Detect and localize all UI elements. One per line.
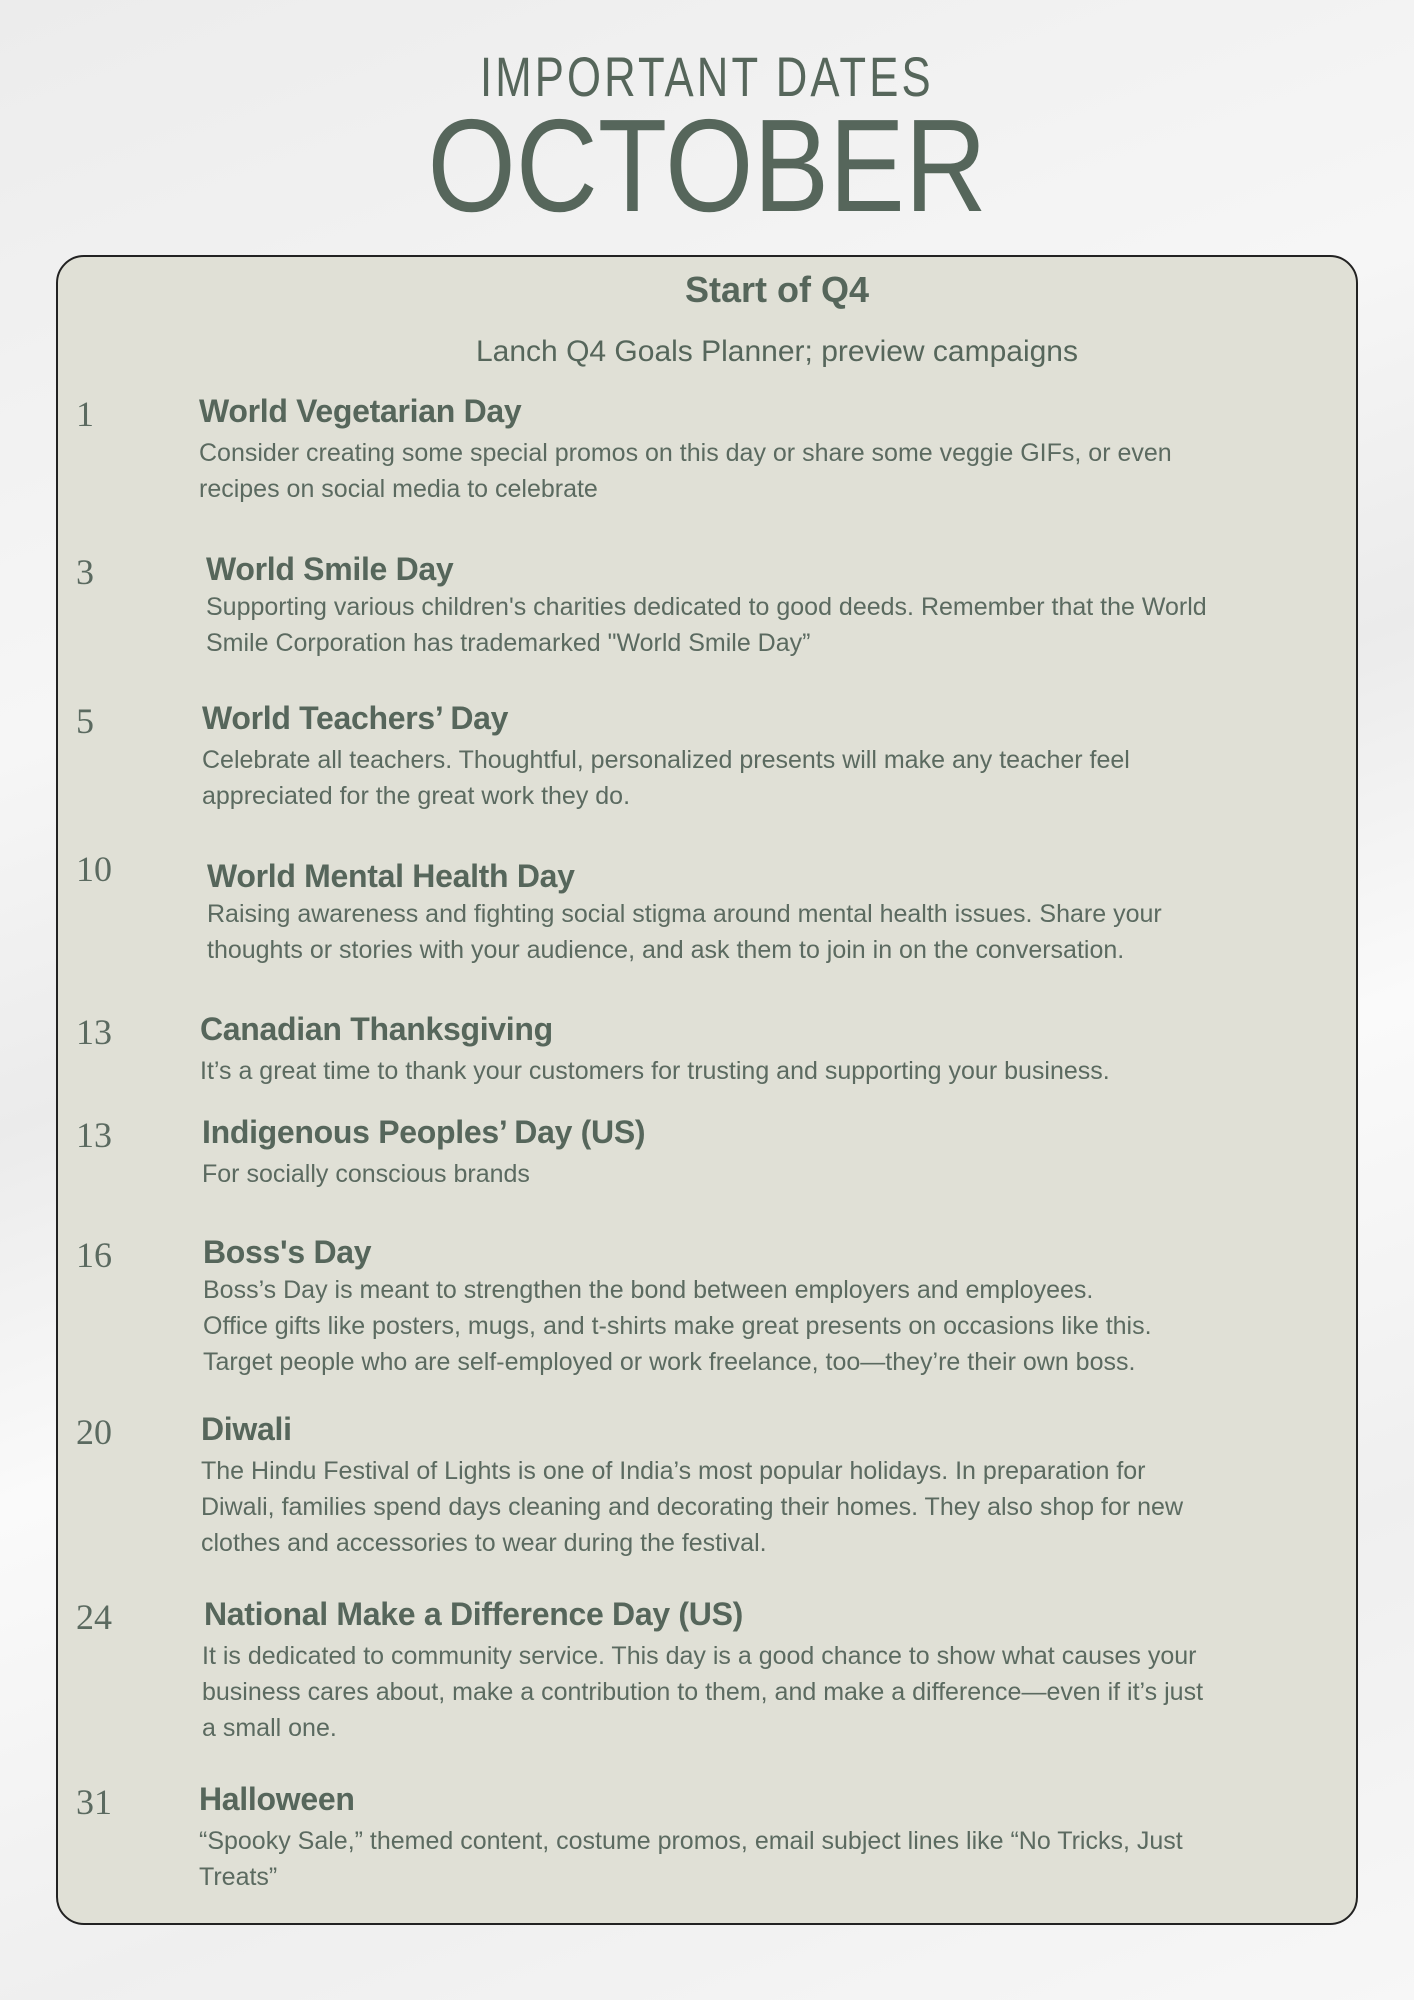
entry-date: 24 <box>76 1597 112 1637</box>
entry-description: Consider creating some special promos on this day or share some veggie GIFs, or even recipes on social media to celebrate <box>199 439 1172 503</box>
entry-description: “Spooky Sale,” themed content, costume promos, email subject lines like “No Tricks, Just Treats” <box>199 1827 1183 1891</box>
header-month <box>0 92 1414 239</box>
header-line2: OCTOBER <box>427 92 987 239</box>
intro-subtitle: Lanch Q4 Goals Planner; preview campaigns <box>476 335 1078 368</box>
intro-title: Start of Q4 <box>684 269 870 310</box>
entry-date: 13 <box>76 1012 112 1052</box>
entry-date: 10 <box>76 849 112 889</box>
entry-description: It’s a great time to thank your customers for trusting and supporting your business. <box>200 1057 1110 1085</box>
entry-description: Raising awareness and fighting social stigma around mental health issues. Share your thoughts or stories with your audience, and ask them to join in on the conversation. <box>207 900 1162 964</box>
entry-description: For socially conscious brands <box>202 1160 530 1188</box>
entry-date: 20 <box>76 1412 112 1452</box>
entry-date: 31 <box>76 1782 112 1822</box>
entry-title: World Teachers’ Day <box>202 700 509 736</box>
entry-title: Canadian Thanksgiving <box>200 1011 553 1047</box>
entry-description: Supporting various children's charities dedicated to good deeds. Remember that the World Smile Corporation has trademarked "World Smile Day” <box>206 593 1207 657</box>
entry-title: Boss's Day <box>203 1234 372 1270</box>
entry-date: 5 <box>76 701 94 741</box>
entry-title: National Make a Difference Day (US) <box>204 1596 744 1632</box>
header-line1: IMPORTANT DATES <box>480 45 934 108</box>
entry-date: 3 <box>76 552 94 592</box>
dates-panel <box>56 255 1358 1925</box>
entry-title: World Smile Day <box>206 551 454 587</box>
entry-title: Indigenous Peoples’ Day (US) <box>202 1114 646 1150</box>
entry-description: The Hindu Festival of Lights is one of India’s most popular holidays. In preparation for Diwali, families spend days cleaning and decorating their homes. They also shop for new clothes and accessories to wear during the festival. <box>201 1457 1184 1557</box>
entry-title: Diwali <box>201 1411 292 1447</box>
entry-title: World Vegetarian Day <box>199 393 522 429</box>
entry-title: Halloween <box>199 1781 355 1817</box>
entry-date: 1 <box>76 394 94 434</box>
entry-description: It is dedicated to community service. This day is a good chance to show what causes your business cares about, make a contribution to them, and make a difference—even if it’s just a small one. <box>202 1642 1204 1742</box>
entry-title: World Mental Health Day <box>207 858 575 894</box>
entry-date: 13 <box>76 1115 112 1155</box>
entry-description: Boss’s Day is meant to strengthen the bond between employers and employees. Office gifts like posters, mugs, and t-shirts make great presents on occasions like this. Target people who are self-employed or work freelance, too—they’re their own boss. <box>203 1276 1152 1376</box>
entry-description: Celebrate all teachers. Thoughtful, personalized presents will make any teacher feel appreciated for the great work they do. <box>202 746 1130 810</box>
entry-date: 16 <box>76 1235 112 1275</box>
